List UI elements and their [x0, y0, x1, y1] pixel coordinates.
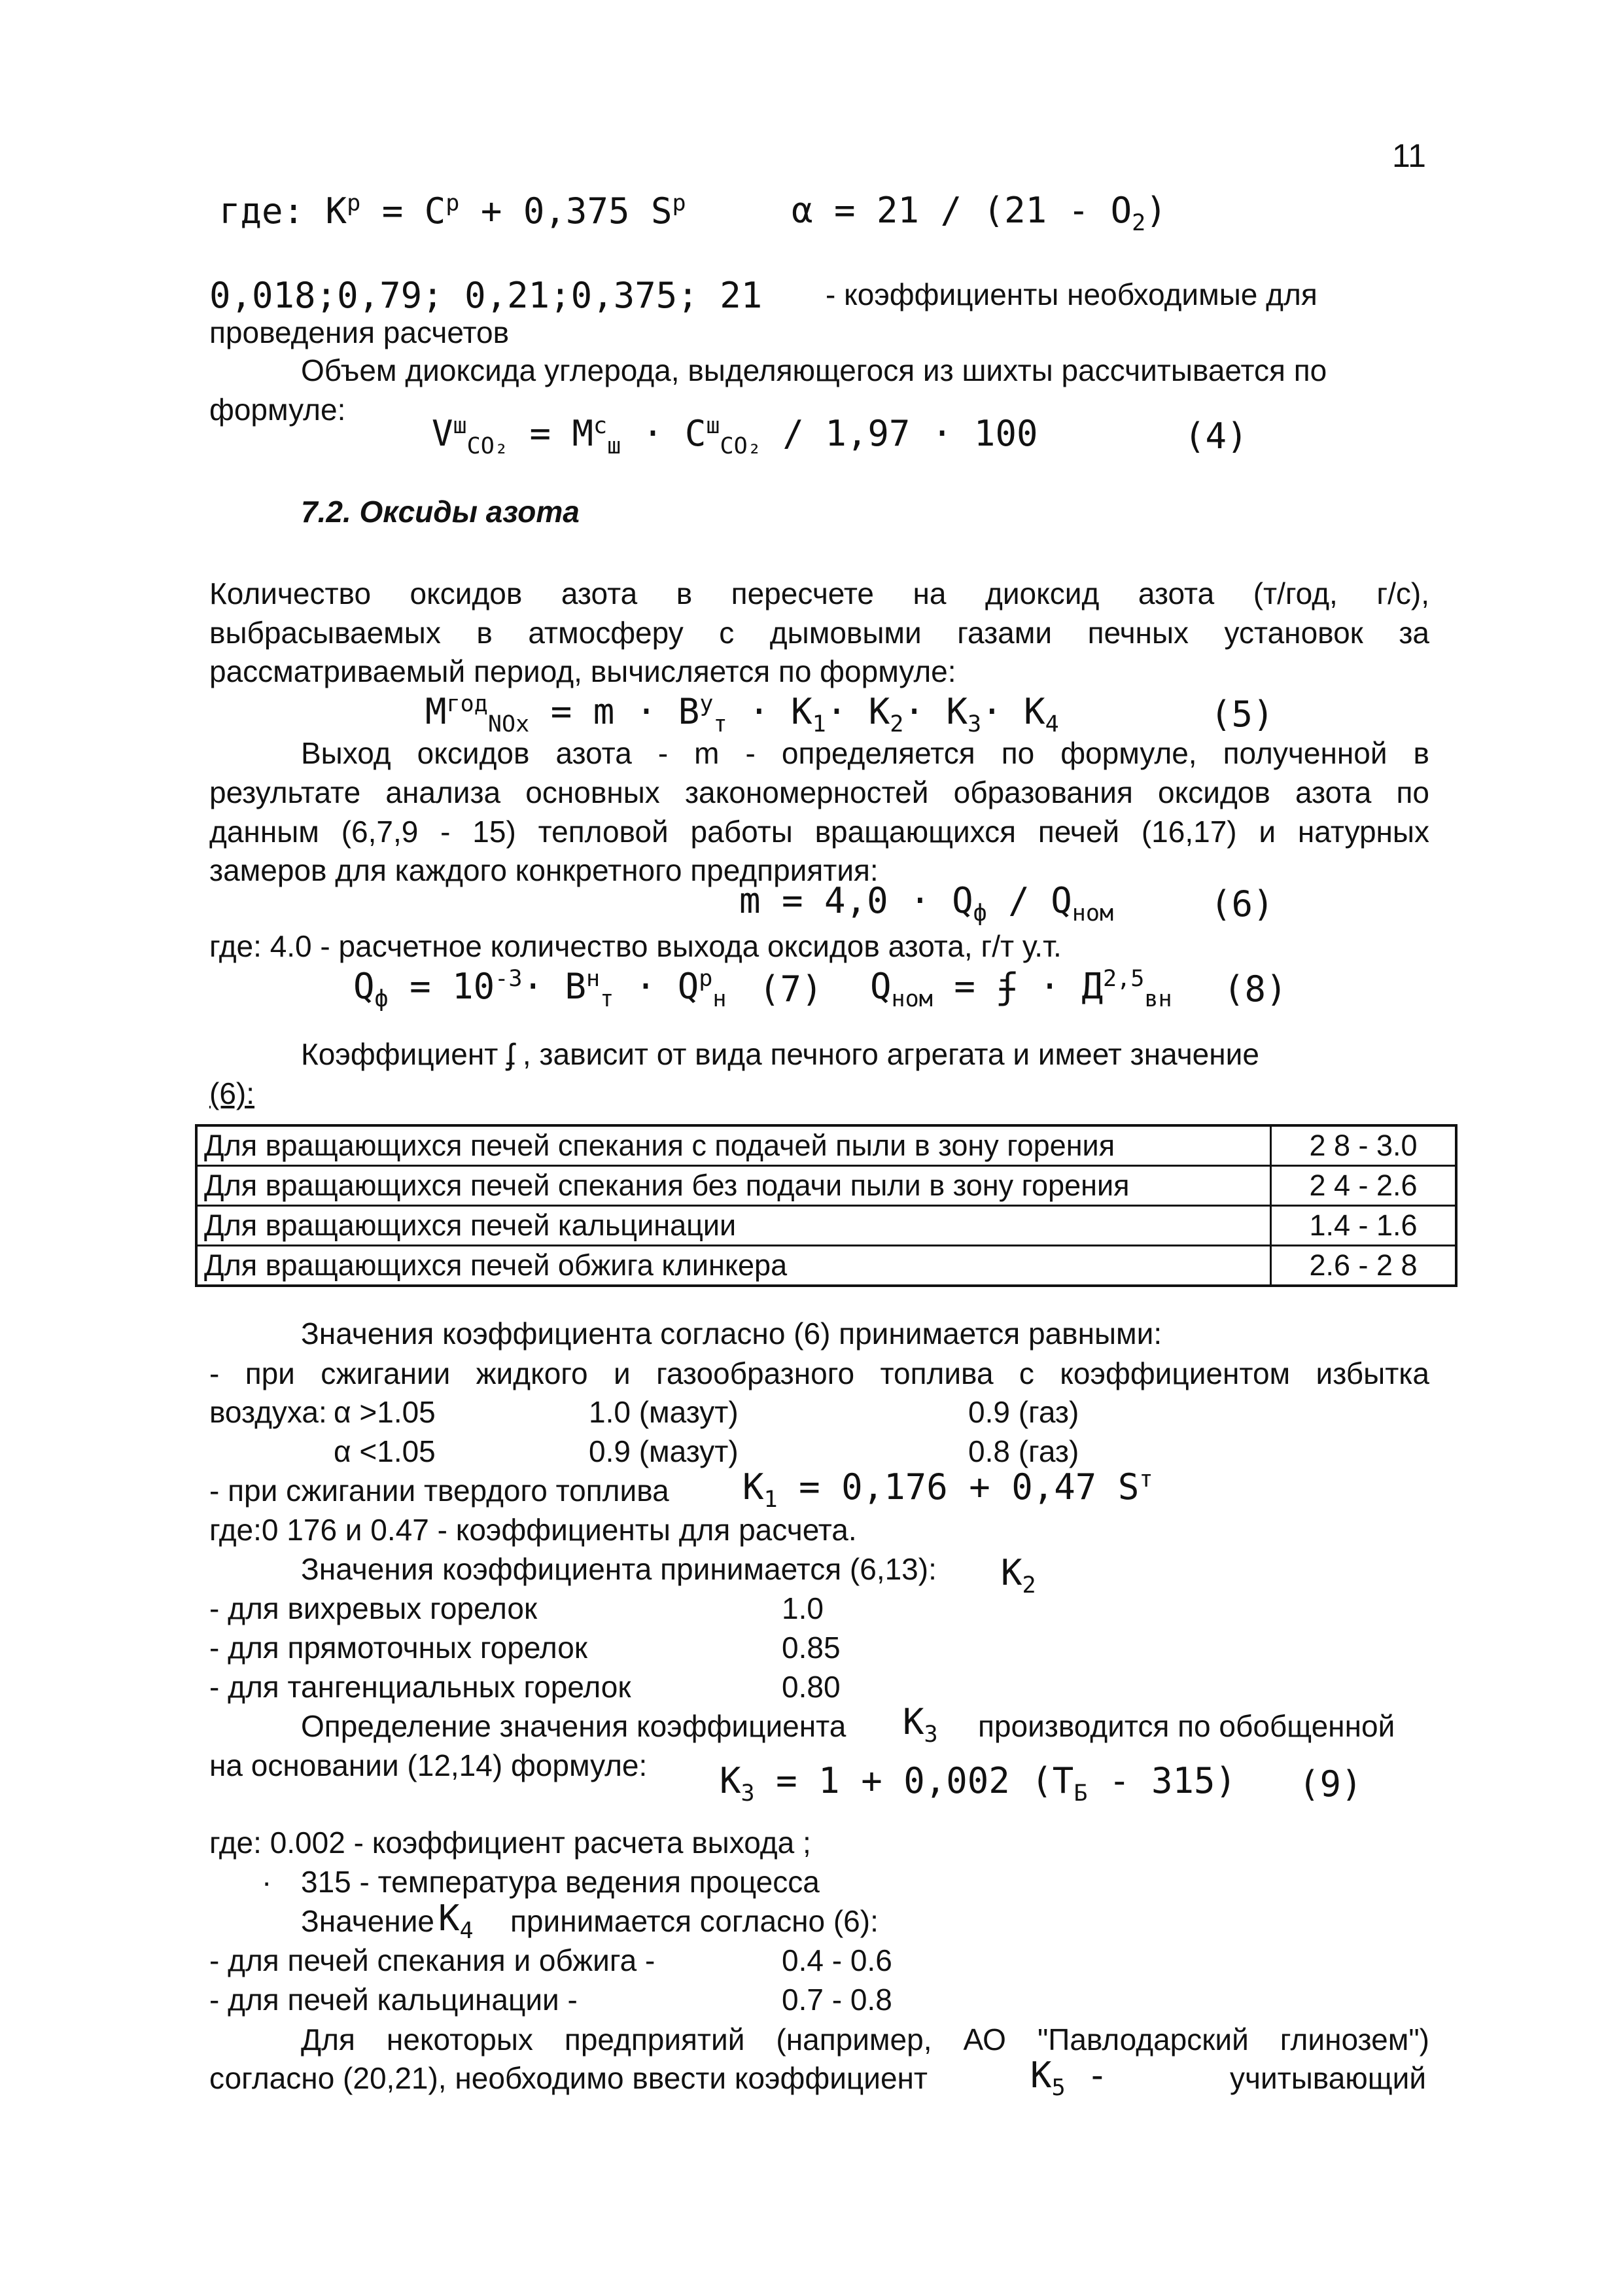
k1-solid-where: где:0 176 и 0.47 - коэффициенты для расчета.	[209, 1513, 857, 1547]
para2-line1: Выход оксидов азота - m - определяется по формуле, полученной в	[301, 736, 1429, 770]
para1-line1: Количество оксидов азота в пересчете на диоксид азота (т/год, г/с),	[209, 576, 1429, 610]
k1-row1-gas: 0.9 (газ)	[968, 1395, 1079, 1429]
k1-liquid: - при сжигании жидкого и газообразного топлива с коэффициентом избытка	[209, 1356, 1429, 1390]
k1-row2-gas: 0.8 (газ)	[968, 1434, 1079, 1468]
table-cell-label: Для вращающихся печей спекания без подачи пыли в зону горения	[196, 1166, 1271, 1206]
k3-intro-2: на основании (12,14) формуле:	[209, 1748, 648, 1782]
coefficient-table	[195, 1124, 1457, 1287]
coef-desc-2: проведения расчетов	[209, 315, 510, 349]
table-cell-label: Для вращающихся печей кальцинации	[196, 1206, 1271, 1246]
formula-4: $V^ш_{CO_2} = M^с_ш \cdot C^ш_{CO_2} / 1,97 \cdot 100$	[432, 412, 1038, 459]
k2-symbol: $K_2$	[1001, 1552, 1036, 1598]
k3-intro-a: Определение значения коэффициента	[301, 1709, 846, 1743]
formula-8-number: (8)	[1223, 968, 1287, 1010]
k3-where-2: 315 - температура ведения процесса	[301, 1865, 820, 1899]
k1-row2-cond: α <1.05	[334, 1434, 436, 1468]
table-row	[196, 1125, 1456, 1166]
k3-where-bullet: ·	[262, 1865, 272, 1899]
k4-symbol: $K_4$	[438, 1898, 474, 1944]
k4-intro-b: принимается согласно (6):	[510, 1904, 879, 1938]
k2-item-3-value: 0.80	[782, 1670, 841, 1704]
table-cell-label: Для вращающихся печей спекания с подачей пыли в зону горения	[196, 1125, 1271, 1166]
formula-9: $K_3 = 1 + 0,002$ $(T_Б - 315)$	[720, 1760, 1237, 1807]
k2-intro: Значения коэффициента принимается (6,13):	[301, 1552, 937, 1586]
k3-where-1: где: 0.002 - коэффициент расчета выхода ;	[209, 1826, 811, 1860]
co2-intro: Объем диоксида углерода, выделяющегося из шихты рассчитывается по	[301, 353, 1327, 387]
section-heading: 7.2. Оксиды азота	[301, 495, 580, 529]
k4-item-1-value: 0.4 - 0.6	[782, 1943, 892, 1977]
k1-row2-mazut: 0.9 (мазут)	[589, 1434, 739, 1468]
formula-5: $M^{год}_{NOx} = m \cdot B^у_т \cdot K_1\cdot K_2\cdot K_3\cdot K_4$	[425, 690, 1059, 737]
co2-intro-2: формуле:	[209, 393, 346, 427]
table-cell-value: 2 4 - 2.6	[1271, 1166, 1457, 1206]
para2-line4: замеров для каждого конкретного предприятия:	[209, 853, 879, 887]
para2-line3: данным (6,7,9 - 15) тепловой работы вращающихся печей (16,17) и натурных	[209, 815, 1429, 849]
para1-line3: рассматриваемый период, вычисляется по формуле:	[209, 654, 956, 688]
formula-7: $Q_ф = 10^{-3}\cdot B^н_т \cdot Q^р_н$	[353, 965, 727, 1012]
table-row	[196, 1206, 1456, 1246]
where-6: где: 4.0 - расчетное количество выхода оксидов азота, г/т у.т.	[209, 929, 1062, 963]
coef-intro: Коэффициент ʄ , зависит от вида печного агрегата и имеет значение	[301, 1037, 1259, 1071]
k4-item-2-label: - для печей кальцинации -	[209, 1983, 578, 2017]
page-number: 11	[1392, 137, 1426, 174]
k1-intro: Значения коэффициента согласно (6) принимается равными:	[301, 1316, 1162, 1351]
k5-symbol: $K_5$ -	[1030, 2055, 1108, 2101]
k4-item-2-value: 0.7 - 0.8	[782, 1983, 892, 2017]
k5-line1: Для некоторых предприятий (например, АО "Павлодарский глинозем")	[301, 2022, 1429, 2057]
table-row	[196, 1246, 1456, 1286]
k5-line2-b: учитывающий	[1230, 2061, 1427, 2095]
table-cell-value: 2.6 - 2 8	[1271, 1246, 1457, 1286]
k2-item-2-label: - для прямоточных горелок	[209, 1631, 587, 1665]
formula-6-number: (6)	[1210, 883, 1274, 925]
coef-list: 0,018;0,79; 0,21;0,375; 21	[209, 275, 763, 316]
table-row	[196, 1166, 1456, 1206]
formula-8: $Q_{ном}$ = ʄ · Д$^{2,5}_{вн}$	[870, 965, 1172, 1012]
k1-row1-mazut: 1.0 (мазут)	[589, 1395, 739, 1429]
k1-row1-cond: α >1.05	[334, 1395, 436, 1429]
k2-item-1-label: - для вихревых горелок	[209, 1591, 538, 1625]
para2-line2: результате анализа основных закономерностей образования оксидов азота по	[209, 775, 1429, 809]
k1-solid: - при сжигании твердого топлива	[209, 1474, 669, 1508]
formula-5-number: (5)	[1210, 694, 1274, 735]
formula-7-number: (7)	[759, 968, 823, 1010]
table-cell-value: 1.4 - 1.6	[1271, 1206, 1457, 1246]
formula-kp: где: $К^р = С^р + 0,375$ $S^р$	[219, 190, 686, 232]
k1-air-label: воздуха:	[209, 1395, 327, 1429]
table-cell-value: 2 8 - 3.0	[1271, 1125, 1457, 1166]
k4-intro-a: Значение	[301, 1904, 434, 1938]
k5-line2-a: согласно (20,21), необходимо ввести коэффициент	[209, 2061, 928, 2095]
k2-item-1-value: 1.0	[782, 1591, 824, 1625]
formula-4-number: (4)	[1184, 415, 1248, 457]
coef-intro-2: (6):	[209, 1076, 254, 1110]
k1-solid-formula: $K_1 = 0,176 + 0,47$ $S^т$	[742, 1466, 1153, 1513]
k3-symbol: $K_3$	[903, 1701, 938, 1748]
k2-item-2-value: 0.85	[782, 1631, 841, 1665]
formula-alpha: $\alpha = 21 / (21 - O_2)$	[792, 190, 1167, 236]
formula-6: $m = 4,0 \cdot Q_ф / Q_{ном}$	[739, 880, 1114, 927]
coef-desc: - коэффициенты необходимые для	[826, 277, 1318, 311]
k4-item-1-label: - для печей спекания и обжига -	[209, 1943, 655, 1977]
formula-9-number: (9)	[1299, 1763, 1363, 1805]
k3-intro-b: производится по обобщенной	[978, 1709, 1395, 1743]
para1-line2: выбрасываемых в атмосферу с дымовыми газами печных установок за	[209, 616, 1429, 650]
table-cell-label: Для вращающихся печей обжига клинкера	[196, 1246, 1271, 1286]
k2-item-3-label: - для тангенциальных горелок	[209, 1670, 631, 1704]
